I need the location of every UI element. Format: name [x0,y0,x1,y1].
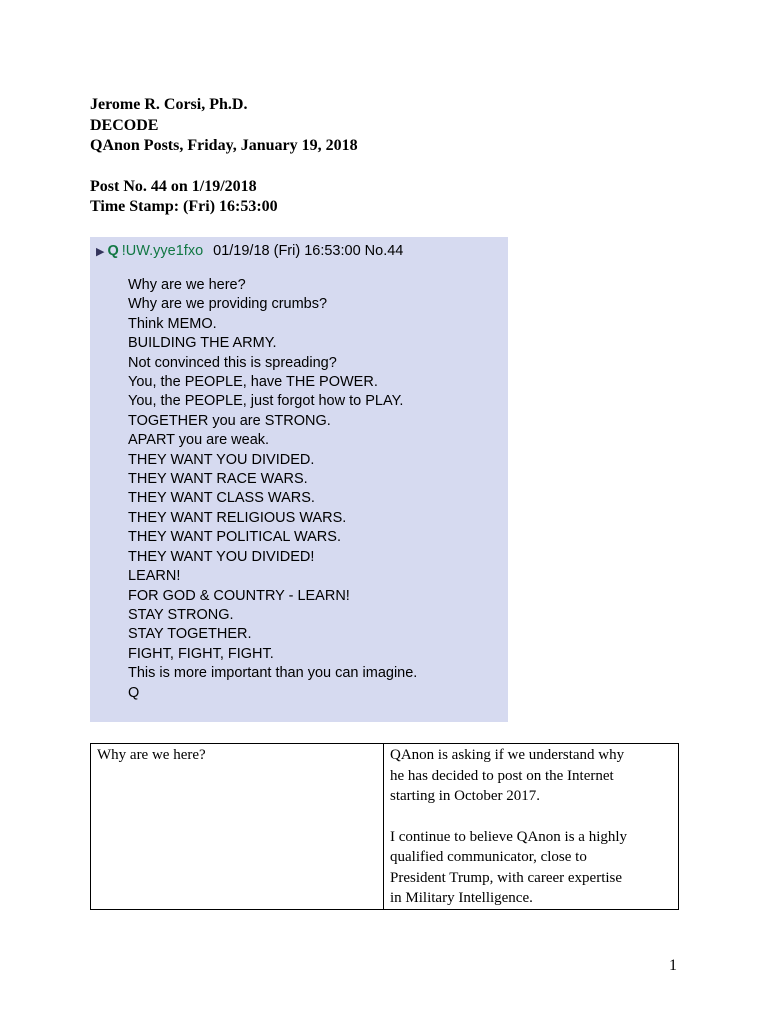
decode-line: President Trump, with career expertise [390,869,623,886]
page-number: 1 [669,957,677,974]
post-line: You, the PEOPLE, have THE POWER. [128,374,378,391]
post-line: TOGETHER you are STRONG. [128,412,331,429]
quote-text: Why are we here? [97,747,206,763]
section-title: DECODE [90,116,159,134]
decode-table [90,743,679,910]
post-line: You, the PEOPLE, just forgot how to PLAY. [128,393,404,410]
post-line: THEY WANT RACE WARS. [128,471,308,488]
post-line: Why are we providing crumbs? [128,296,328,313]
paragraph-gap [390,807,672,827]
author-line: Jerome R. Corsi, Ph.D. [90,96,248,113]
post-line: THEY WANT RELIGIOUS WARS. [128,509,347,526]
post-line: LEARN! [128,568,181,585]
post-line: THEY WANT YOU DIVIDED! [128,548,315,565]
quote-cell [91,744,384,910]
post-line: BUILDING THE ARMY. [128,335,277,352]
post-line: Not convinced this is spreading? [128,354,337,371]
document-header [90,95,358,218]
post-date: 01/19/18 (Fri) 16:53:00 [213,243,361,259]
decode-line: I continue to believe QAnon is a highly [390,828,628,845]
post-number-line: Post No. 44 on 1/19/2018 [90,177,257,195]
document-subtitle: QAnon Posts, Friday, January 19, 2018 [90,137,358,154]
post-signature: Q [128,684,140,701]
post-body [128,276,508,703]
poster-name: Q [107,243,119,259]
post-line: FIGHT, FIGHT, FIGHT. [128,645,274,662]
post-line: Why are we here? [128,277,246,293]
decode-cell [384,744,679,910]
post-line: THEY WANT YOU DIVIDED. [128,451,315,468]
table-row [91,744,679,910]
post-line: Think MEMO. [128,315,217,332]
poster-tripcode: !UW.yye1fxo [121,243,204,259]
decode-line: in Military Intelligence. [390,890,533,906]
post-line: APART you are weak. [128,432,270,449]
header-gap [90,157,358,177]
decode-line: QAnon is asking if we understand why [390,747,625,763]
post-line: THEY WANT POLITICAL WARS. [128,529,341,546]
post-header [96,243,508,259]
time-stamp-line: Time Stamp: (Fri) 16:53:00 [90,198,278,215]
post-line: FOR GOD & COUNTRY - LEARN! [128,587,350,604]
decode-line: he has decided to post on the Internet [390,767,614,784]
post-line: This is more important than you can imagine. [128,665,418,682]
post-number-link[interactable]: No.44 [364,243,404,259]
triangle-right-icon[interactable]: ▶ [96,245,105,258]
decode-line: qualified communicator, close to [390,849,587,865]
decode-line: starting in October 2017. [390,788,540,804]
post-line: STAY TOGETHER. [128,626,252,643]
post-line: STAY STRONG. [128,606,234,623]
post-screenshot [90,237,508,722]
post-line: THEY WANT CLASS WARS. [128,490,315,507]
